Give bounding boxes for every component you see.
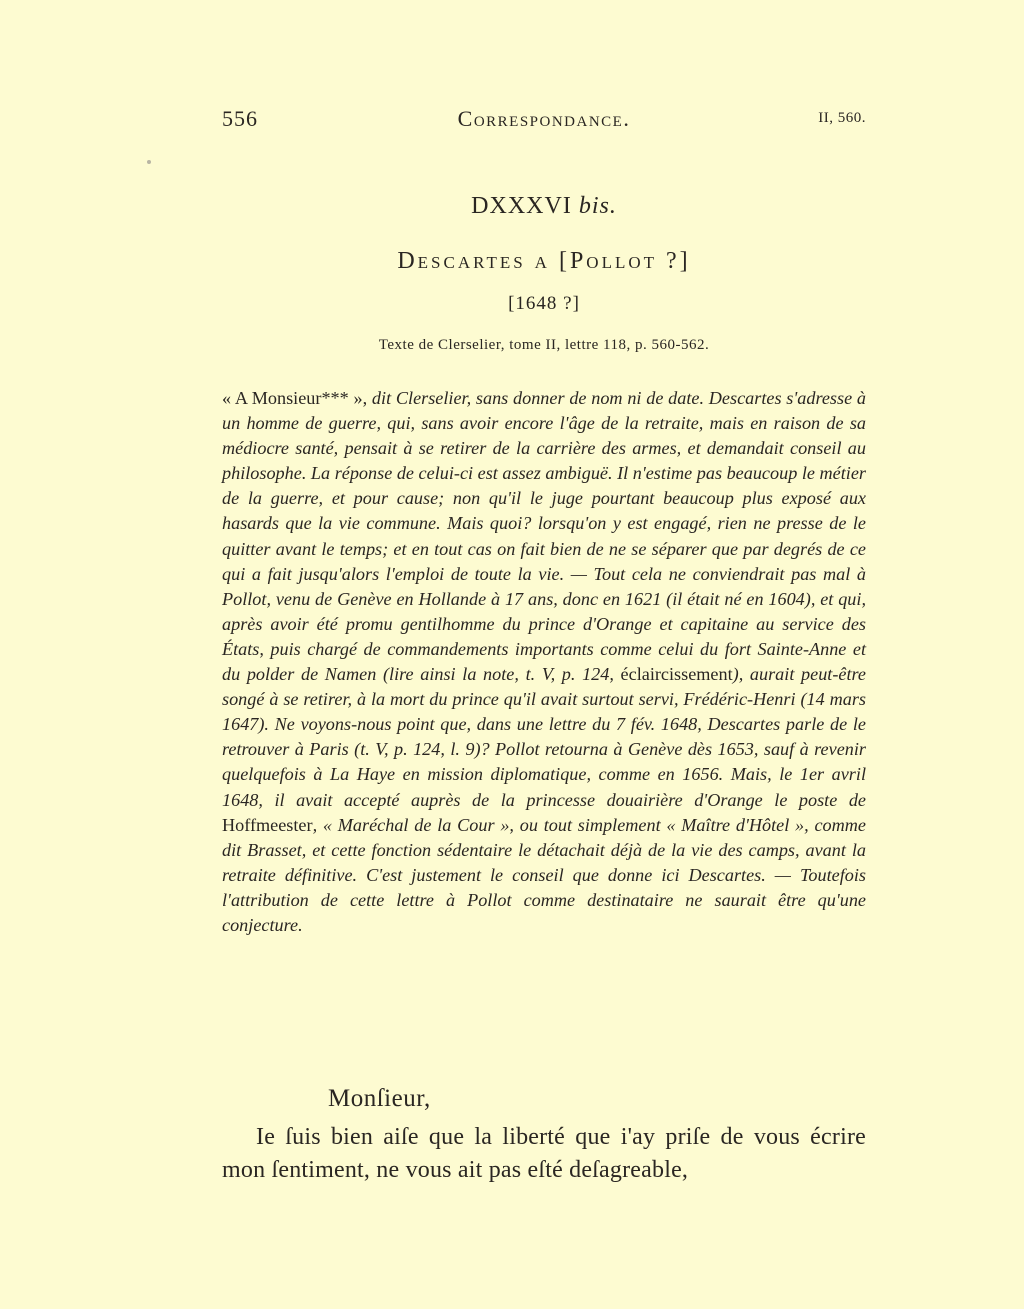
letter-number-suffix: bis. — [578, 193, 617, 219]
letter-heading: Descartes a [Pollot ?] — [397, 248, 691, 274]
page-reference: II, 560. — [818, 110, 866, 126]
intro-text-e: , « Maréchal de la Cour », ou tout simplement « Maître d'Hôtel », comme dit Brasset, et cette fonction sédentaire le détachait déjà de la vie des camps, avant la retraite définitive. C'est justement le conseil que donne ici Descartes. — Toutefois l'attribution de cette lettre à Pollot comme destinataire ne saurait être qu'une conjecture. — [222, 814, 866, 935]
intro-text-d: Hoffmeester — [222, 814, 313, 835]
source-note: Texte de Clerselier, tome II, lettre 118, p. 560-562. — [378, 337, 710, 353]
speck — [147, 160, 151, 164]
page-number: 556 — [222, 106, 258, 131]
salutation: Monſieur, — [328, 1085, 431, 1112]
editorial-introduction — [222, 386, 866, 938]
intro-text-a: dit Clerselier, sans donner de nom ni de date. Descartes s'adresse à un homme de guerre, qui, sans avoir encore l'âge de la retraite, mais en raison de sa médiocre santé, pensait à se retirer de la carrière des armes, et demandait conseil au philosophe. La réponse de celui-ci est assez ambiguë. Il n'estime pas beaucoup le métier de la guerre, et pour cause; non qu'il le juge pourtant beaucoup plus exposé aux hasards que la vie commune. Mais quoi? lorsqu'on y est engagé, rien ne presse de le quitter avant le temps; et en tout cas on fait bien de ne se séparer que par degrés de ce qui a fait jusqu'alors l'emploi de toute la vie. — Tout cela ne conviendrait pas mal à Pollot, venu de Genève en Hollande à 17 ans, donc en 1621 (il était né en 1604), et qui, après avoir été promu gentilhomme du prince d'Orange et capitaine au service des États, puis chargé de commandements importants comme celui du fort Sainte-Anne et du polder de Namen (lire ainsi la note, t. V, p. 124, — [222, 388, 867, 685]
letter-body: Ie ſuis bien aiſe que la liberté que i'ay priſe de vous écrire mon ſentiment, ne vous ait pas eſté deſagreable, — [222, 1124, 866, 1183]
letter-number-roman: DXXXVI — [471, 193, 572, 219]
running-header — [222, 106, 866, 140]
intro-text-c: ), aurait peut-être songé à se retirer, à la mort du prince qu'il avait surtout servi, Frédéric-Henri (14 mars 1647). Ne voyons-nous point que, dans une lettre du 7 fév. 1648, Descartes parle de le retrouver à Paris (t. V, p. 124, l. 9)? Pollot retourna à Genève dès 1653, sauf à revenir quelquefois à La Haye en mission diplomatique, comme en 1656. Mais, le 1er avril 1648, il avait accepté auprès de la princesse douairière d'Orange le poste de — [222, 664, 866, 810]
letter-date: [1648 ?] — [508, 293, 580, 314]
intro-open-quote: « A Monsieur*** », — [222, 388, 372, 408]
running-title: Correspondance. — [457, 106, 631, 131]
letter-number — [222, 193, 866, 220]
intro-text-b: éclaircissement — [620, 664, 733, 685]
